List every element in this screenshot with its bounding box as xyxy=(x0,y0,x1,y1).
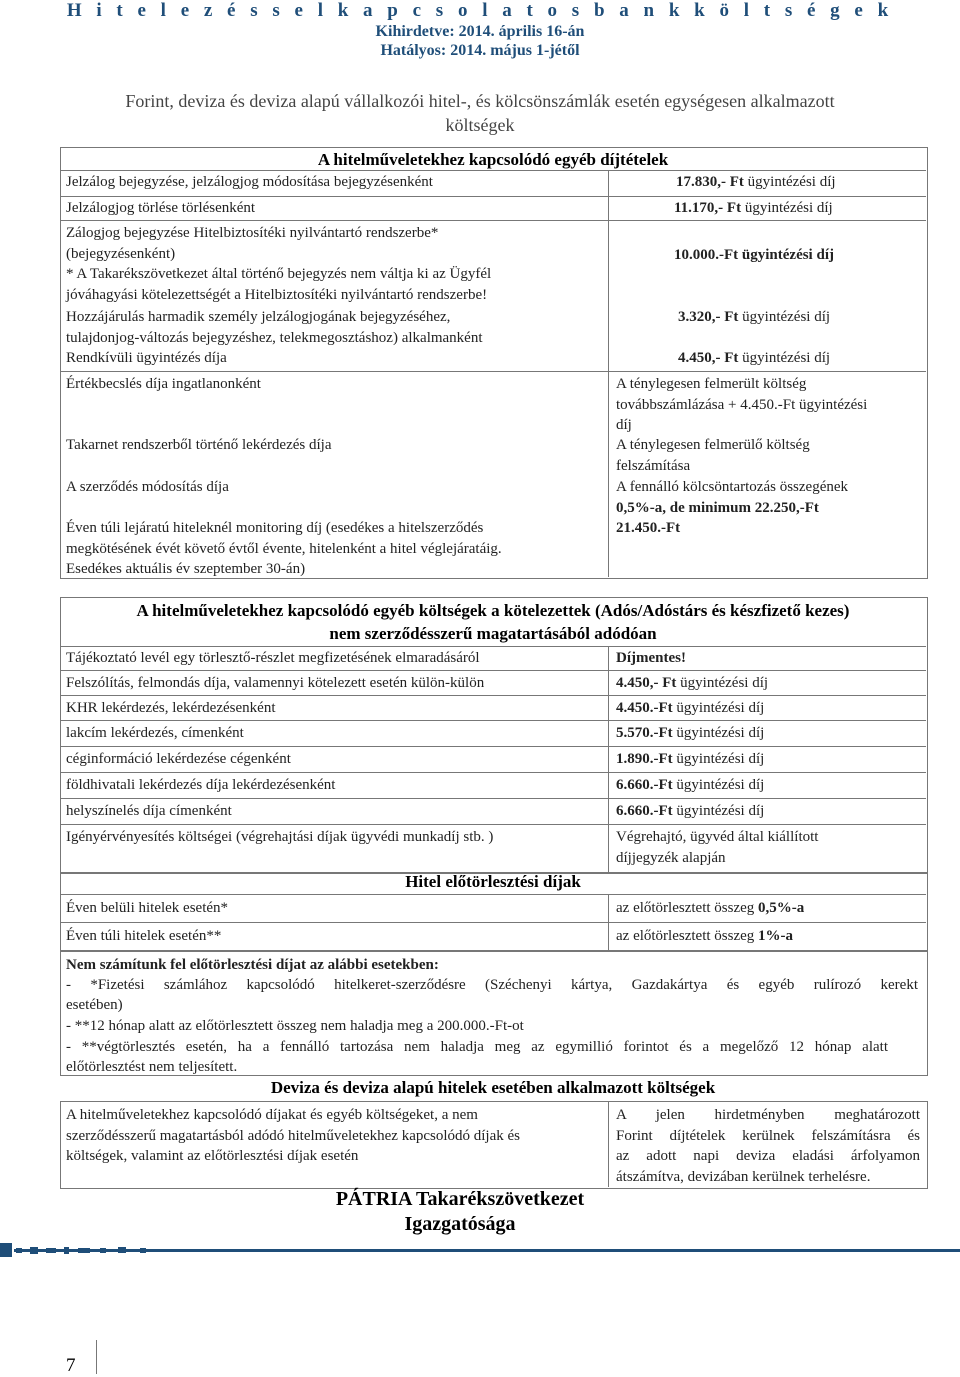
fees-table-heading: A hitelműveletekhez kapcsolódó egyéb díjtételek xyxy=(317,150,669,169)
penalty-row-6-value: 6.660.-Ft ügyintézési díj xyxy=(616,777,765,793)
note-3a: - **végtörlesztés esetén, ha a fennálló tartozása nem haladja meg az egymillió forintot és a megelőző 12 hónap alatt xyxy=(66,1039,888,1055)
footer-decorative-bar xyxy=(0,1243,960,1257)
prepay-row-1-value: az előtörlesztett összeg 0,5%-a xyxy=(616,900,805,916)
penalty-table-heading-1: A hitelműveletekhez kapcsolódó egyéb költségek a kötelezettek (Adós/Adóstárs és készfizető kezes) xyxy=(136,601,850,620)
penalty-row-2-label: Felszólítás, felmondás díja, valamennyi kötelezett esetén külön-külön xyxy=(66,675,485,691)
note-3b: előtörlesztést nem teljesített. xyxy=(66,1059,238,1075)
penalty-row-6-label: földhivatali lekérdezés díja lekérdezésenként xyxy=(66,777,336,793)
deviza-right-text: A jelen hirdetményben meghatározott Forint díjtételek kerülnek felszámításra és az adott napi deviza eladási árfolyamon átszámítva, devizában kerülnek terhelésre. xyxy=(616,1107,920,1185)
fee-row-5-label: Rendkívüli ügyintézés díja xyxy=(66,350,227,366)
note-2: - **12 hónap alatt az előtörlesztett összeg nem haladja meg a 200.000.-Ft-ot xyxy=(66,1018,524,1034)
deviza-left-text: A hitelműveletekhez kapcsolódó díjakat és egyéb költségeket, a nem szerződésszerű magatartásból adódó hitelműveletekhez kapcsolódó díjak és költségek, valamint az előtörlesztési díjak esetén xyxy=(66,1107,520,1164)
fee-row-3-label: Zálogjog bejegyzése Hitelbiztosítéki nyilvántartó rendszerbe* (bejegyzésenként) * A Takarékszövetkezet által történő bejegyzés nem váltja ki az Ügyfél jóváhagyási kötelezettségét a Hitelbiztosítéki nyilvántartó rendszerbe! xyxy=(66,225,492,303)
fee-row-4-value: 3.320,- Ft ügyintézési díj xyxy=(678,309,831,325)
fee-row-2-label: Jelzálogjog törlése törlésenként xyxy=(66,200,256,216)
deviza-heading: Deviza és deviza alapú hitelek esetében alkalmazott költségek xyxy=(270,1078,716,1097)
fee-row-3-value: 10.000.-Ft ügyintézési díj xyxy=(674,247,834,263)
fee-row-1-value: 17.830,- Ft ügyintézési díj xyxy=(676,174,836,190)
intro-line-2: költségek xyxy=(445,115,515,135)
penalty-row-5-label: céginformáció lekérdezése cégenként xyxy=(66,751,291,767)
prepay-row-2-label: Éven túli hitelek esetén** xyxy=(66,928,222,944)
fee-row-6-value: A ténylegesen felmerült költség továbbszámlázása + 4.450.-Ft ügyintézési díj xyxy=(616,376,868,433)
fee-row-8-value: A fennálló kölcsöntartozás összegének 0,5%-a, de minimum 22.250,-Ft xyxy=(616,479,849,516)
penalty-row-3-label: KHR lekérdezés, lekérdezésenként xyxy=(66,700,276,716)
note-1b: esetében) xyxy=(66,997,123,1013)
page-number: 7 xyxy=(66,1355,76,1376)
signature-block xyxy=(320,1187,600,1237)
prepay-row-2-value: az előtörlesztett összeg 1%-a xyxy=(616,928,794,944)
penalty-row-7-value: 6.660.-Ft ügyintézési díj xyxy=(616,803,765,819)
intro-line-1: Forint, deviza és deviza alapú vállalkozói hitel-, és kölcsönszámlák esetén egységesen alkalmazott xyxy=(125,91,835,111)
hatalyos-date: Hatályos: 2014. május 1-jétől xyxy=(380,42,580,59)
penalty-row-7-label: helyszínelés díja címenként xyxy=(66,803,232,819)
penalty-row-2-value: 4.450,- Ft ügyintézési díj xyxy=(616,675,769,691)
document-title: H i t e l e z é s s e l k a p c s o l a t o s b a n k k ö l t s é g e k xyxy=(66,0,894,21)
fee-row-9-label: Éven túli lejáratú hiteleknél monitoring díj (esedékes a hitelszerződés megkötésének évét követő évtől évente, hitelenként a hitel véglejáratáig. Esedékes aktuális év szeptember 30-án) xyxy=(66,520,502,577)
penalty-row-5-value: 1.890.-Ft ügyintézési díj xyxy=(616,751,765,767)
signature-line-2: Igazgatósága xyxy=(404,1213,516,1235)
kihirdetve-date: Kihirdetve: 2014. április 16-án xyxy=(375,23,585,40)
prepay-row-1-label: Éven belüli hitelek esetén* xyxy=(66,900,229,916)
fee-row-1-label: Jelzálog bejegyzése, jelzálogjog módosítása bejegyzésenként xyxy=(66,174,433,190)
fee-row-9-value: 21.450.-Ft xyxy=(616,520,681,536)
signature-line-1: PÁTRIA Takarékszövetkezet xyxy=(335,1188,585,1210)
penalty-row-1-value: Díjmentes! xyxy=(616,650,686,666)
fee-row-8-label: A szerződés módosítás díja xyxy=(66,479,229,495)
fee-row-2-value: 11.170,- Ft ügyintézési díj xyxy=(674,200,833,216)
penalty-row-8-label: Igényérvényesítés költségei (végrehajtási díjak ügyvédi munkadíj stb. ) xyxy=(66,829,494,845)
prepayment-heading: Hitel előtörlesztési díjak xyxy=(405,872,581,891)
fee-row-6-label: Értékbecslés díja ingatlanonként xyxy=(66,376,261,392)
penalty-row-1-label: Tájékoztató levél egy törlesztő-részlet megfizetésének elmaradásáról xyxy=(66,650,480,666)
penalty-table-heading-2: nem szerződésszerű magatartásából adódóan xyxy=(329,624,657,643)
fee-row-7-label: Takarnet rendszerből történő lekérdezés díja xyxy=(66,437,332,453)
fee-row-4-label: Hozzájárulás harmadik személy jelzálogjogának bejegyzéséhez, tulajdonjog-változás bejegyzéshez, telekmegosztáshoz) alkalmanként xyxy=(66,309,483,346)
penalty-row-8-value: Végrehajtó, ügyvéd által kiállított díjjegyzék alapján xyxy=(616,829,819,866)
fee-row-5-value: 4.450,- Ft ügyintézési díj xyxy=(678,350,831,366)
penalty-row-4-label: lakcím lekérdezés, címenként xyxy=(66,725,244,741)
notes-heading: Nem számítunk fel előtörlesztési díjat az alábbi esetekben: xyxy=(66,957,439,973)
penalty-row-3-value: 4.450.-Ft ügyintézési díj xyxy=(616,700,765,716)
note-1a: - *Fizetési számlához kapcsolódó hitelkeret-szerződésre (Széchenyi kártya, Gazdakártya és egyéb rulírozó kerekt xyxy=(66,977,918,993)
fee-row-7-value: A ténylegesen felmerülő költség felszámítása xyxy=(616,437,810,474)
penalty-row-4-value: 5.570.-Ft ügyintézési díj xyxy=(616,725,765,741)
